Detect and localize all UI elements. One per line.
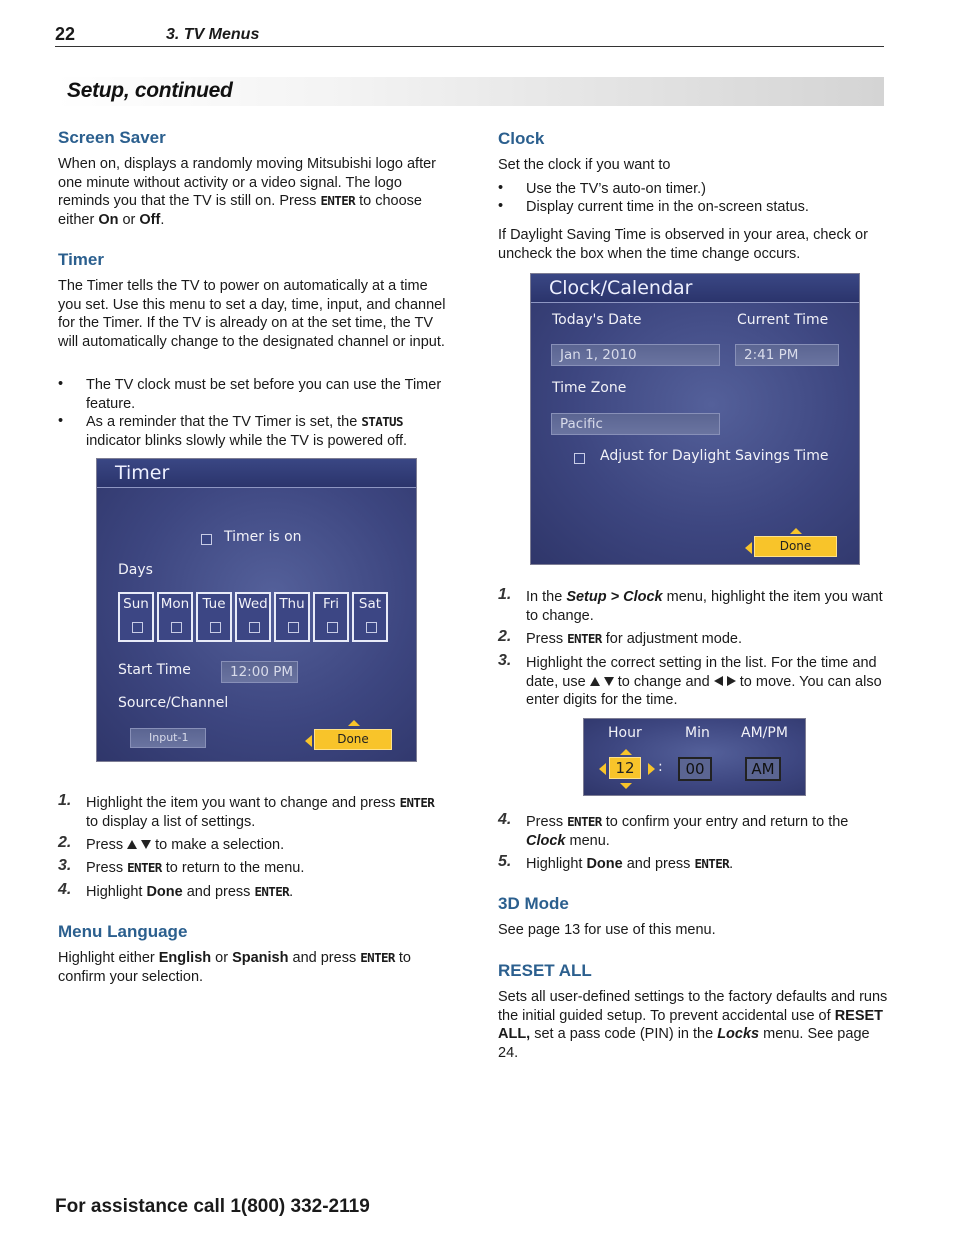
timer-bullet-1: The TV clock must be set before you can use the Timer feature. [86,377,442,412]
step-number: 2. [58,834,72,851]
clock-step-2: Press ENTER for adjustment mode. [526,631,742,647]
screen-saver-heading: Screen Saver [58,128,166,147]
arrow-right-icon [648,763,655,775]
clock-bullet-2: Display current time in the on-screen status. [526,199,809,215]
step-number: 3. [58,857,72,874]
step-number: 2. [498,628,512,645]
day-checkbox [288,622,299,633]
bullet-dot: • [498,180,504,196]
right-arrow-icon [727,676,736,686]
step-number: 4. [58,881,72,898]
start-time-field[interactable]: 12:00 PM [221,661,298,683]
arrow-up-icon [348,720,360,726]
clock-screen-title: Clock/Calendar [549,277,693,299]
timer-done-button[interactable]: Done [314,729,392,750]
mode-3d-heading: 3D Mode [498,894,569,913]
days-label: Days [118,562,153,578]
day-checkbox [249,622,260,633]
dst-checkbox[interactable] [574,453,585,464]
reset-all-heading: RESET ALL [498,961,592,980]
arrow-up-icon [620,749,632,755]
screen-saver-body: When on, displays a randomly moving Mitsubishi logo after one minute without activity or a video signal. The logo reminds you that the TV is still on. Press ENTER to choose either On or Off. [58,156,436,229]
clock-bullet-1: Use the TV’s auto-on timer.) [526,181,706,197]
arrow-left-icon [745,542,752,554]
timer-body: The Timer tells the TV to power on automatically at a time you set. Use this menu to set a day, time, input, and channel for the Timer. If the TV is already on at the set time, the TV will automatically change to the designated channel or input. [58,278,446,351]
timer-screen-titlebar [97,459,416,488]
source-channel-label: Source/Channel [118,695,229,711]
down-arrow-icon [604,677,614,686]
hour-label: Hour [608,725,642,741]
input-field[interactable]: Input-1 [130,728,206,748]
mode-3d-body: See page 13 for use of this menu. [498,922,716,938]
start-time-label: Start Time [118,662,191,678]
timer-screen-title: Timer [115,462,170,484]
arrow-up-icon [790,528,802,534]
menu-language-heading: Menu Language [58,922,188,941]
min-field[interactable]: 00 [678,757,712,781]
day-tue[interactable]: Tue [196,592,232,642]
day-fri[interactable]: Fri [313,592,349,642]
clock-step-3: Highlight the correct setting in the list. For the time and date, use to change and to move. You can also enter digits for the time. [526,655,882,709]
clock-step-4: Press ENTER to confirm your entry and return to the Clock menu. [526,814,849,849]
day-thu[interactable]: Thu [274,592,310,642]
clock-intro: Set the clock if you want to [498,157,671,173]
time-zone-field[interactable]: Pacific [551,413,720,435]
clock-screen-titlebar [531,274,859,303]
step-number: 5. [498,853,512,870]
arrow-left-icon [305,735,312,747]
current-time-label: Current Time [737,312,829,328]
min-label: Min [685,725,710,741]
day-wed[interactable]: Wed [235,592,271,642]
up-arrow-icon [590,677,600,686]
todays-date-field[interactable]: Jan 1, 2010 [551,344,720,366]
assistance-footer: For assistance call 1(800) 332-2119 [55,1196,370,1217]
day-mon[interactable]: Mon [157,592,193,642]
up-arrow-icon [127,840,137,849]
clock-dst-text: If Daylight Saving Time is observed in your area, check or uncheck the box when the time change occurs. [498,227,868,262]
section-banner [55,77,884,106]
day-checkbox [366,622,377,633]
reset-all-body: Sets all user-defined settings to the factory defaults and runs the initial guided setup. To prevent accidental use of RESET ALL, set a pass code (PIN) in the Locks menu. See page 24. [498,989,888,1062]
chapter-title: 3. TV Menus [166,26,260,43]
bullet-dot: • [498,198,504,214]
page-number: 22 [55,24,76,44]
down-arrow-icon [141,840,151,849]
timer-step-4: Highlight Done and press ENTER. [86,884,294,900]
clock-heading: Clock [498,129,545,148]
section-title: Setup, continued [67,79,233,102]
day-checkbox [132,622,143,633]
arrow-down-icon [620,783,632,789]
step-number: 3. [498,652,512,669]
left-arrow-icon [714,676,723,686]
timer-step-2: Press to make a selection. [86,837,285,853]
timer-on-checkbox[interactable] [201,534,212,545]
menu-language-body: Highlight either English or Spanish and press ENTER to confirm your selection. [58,950,411,985]
timer-screen [96,458,417,762]
step-number: 1. [58,792,72,809]
day-checkbox [171,622,182,633]
time-separator: : [658,759,663,775]
timer-heading: Timer [58,250,104,269]
current-time-field[interactable]: 2:41 PM [735,344,839,366]
day-sun[interactable]: Sun [118,592,154,642]
todays-date-label: Today's Date [552,312,642,328]
hour-field[interactable]: 12 [609,757,641,779]
step-number: 4. [498,811,512,828]
day-sat[interactable]: Sat [352,592,388,642]
day-checkbox [210,622,221,633]
ampm-field[interactable]: AM [745,757,781,781]
timer-step-3: Press ENTER to return to the menu. [86,860,305,876]
ampm-label: AM/PM [741,725,788,741]
timer-on-label: Timer is on [224,529,302,545]
day-checkbox [327,622,338,633]
clock-step-1: In the Setup > Clock menu, highlight the item you want to change. [526,589,883,624]
step-number: 1. [498,586,512,603]
bullet-dot: • [58,413,64,429]
time-picker-screen [583,718,806,796]
clock-done-button[interactable]: Done [754,536,837,557]
timer-step-1: Highlight the item you want to change and press ENTER to display a list of settings. [86,795,435,830]
clock-screen [530,273,860,565]
header-rule [55,46,884,47]
timer-bullet-2: As a reminder that the TV Timer is set, the STATUS indicator blinks slowly while the TV is powered off. [86,414,408,449]
arrow-left-icon [599,763,606,775]
time-zone-label: Time Zone [552,380,627,396]
clock-step-5: Highlight Done and press ENTER. [526,856,734,872]
dst-label: Adjust for Daylight Savings Time [600,448,829,464]
bullet-dot: • [58,376,64,392]
